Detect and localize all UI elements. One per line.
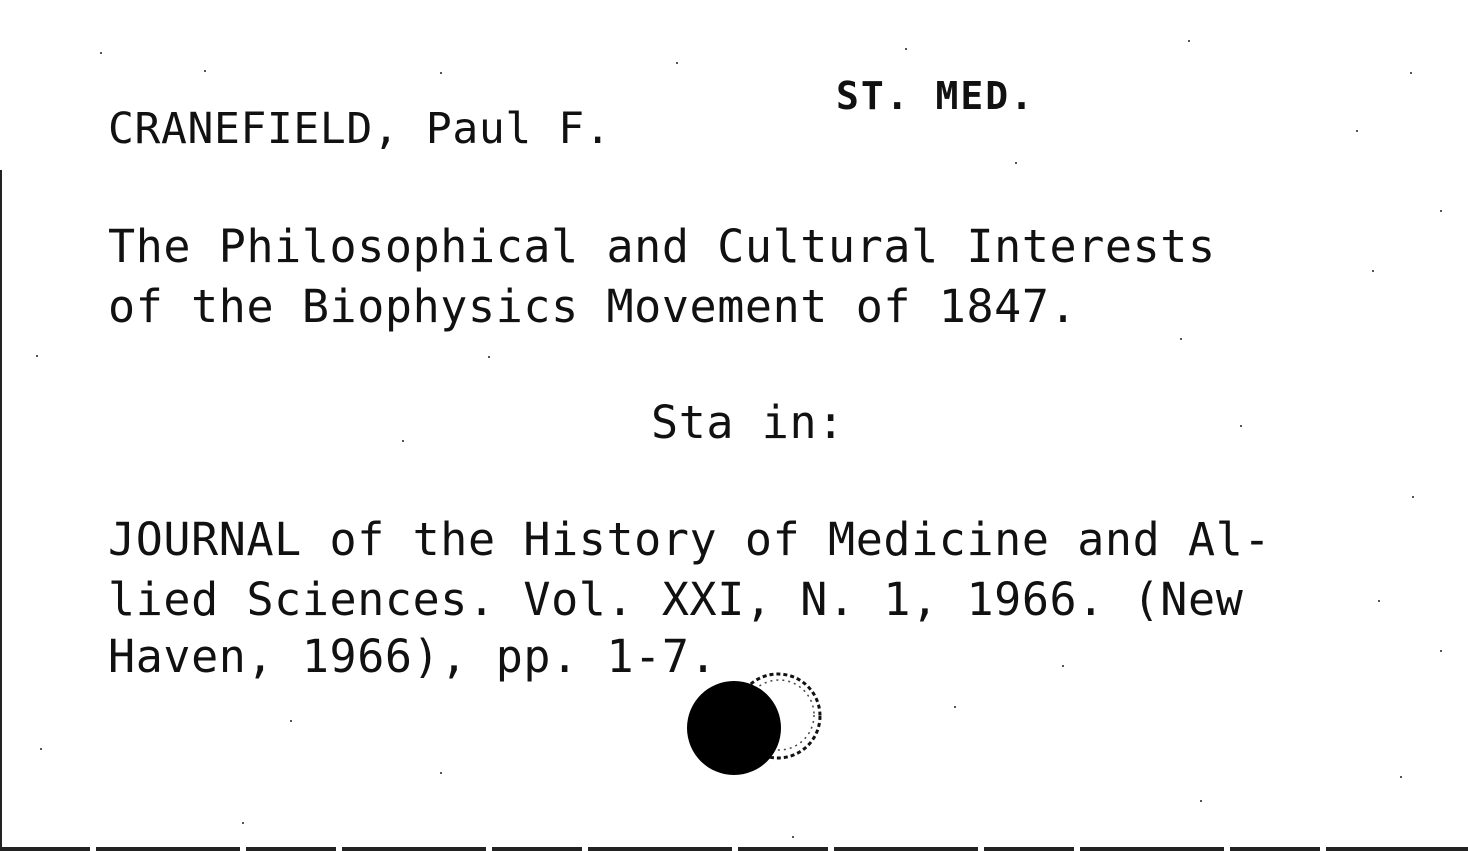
dust-speck [40,748,42,750]
dust-speck [1062,665,1064,667]
dust-speck [1356,130,1358,132]
classification-mark: ST. MED. [836,74,1036,118]
in-label: Sta in: [651,396,845,449]
dust-speck [100,52,102,54]
dust-speck [36,355,38,357]
dust-speck [676,62,678,64]
author-name: CRANEFIELD, Paul F. [108,104,612,154]
punch-hole-icon [686,668,826,780]
dust-speck [905,48,907,50]
dust-speck [1440,650,1442,652]
dust-speck [204,70,206,72]
dust-speck [402,440,404,442]
source-line-2: lied Sciences. Vol. XXI, N. 1, 1966. (New [108,573,1244,626]
dust-speck [290,720,292,722]
source-line-3: Haven, 1966), pp. 1-7. [108,630,718,683]
dust-speck [792,836,794,838]
dust-speck [488,356,490,358]
dust-speck [1188,40,1190,42]
source-line-1: JOURNAL of the History of Medicine and Al- [108,513,1272,566]
dust-speck [1240,425,1242,427]
title-line-1: The Philosophical and Cultural Interests [108,220,1216,273]
card-bottom-border [0,847,1468,851]
card-left-border [0,170,2,851]
title-line-2: of the Biophysics Movement of 1847. [108,280,1078,333]
dust-speck [1378,600,1380,602]
dust-speck [440,772,442,774]
dust-speck [1410,72,1412,74]
dust-speck [242,822,244,824]
dust-speck [1440,210,1442,212]
dust-speck [440,72,442,74]
dust-speck [1180,338,1182,340]
dust-speck [1372,270,1374,272]
dust-speck [1200,800,1202,802]
dust-speck [1412,496,1414,498]
dust-speck [1015,162,1017,164]
dust-speck [1400,776,1402,778]
dust-speck [954,706,956,708]
